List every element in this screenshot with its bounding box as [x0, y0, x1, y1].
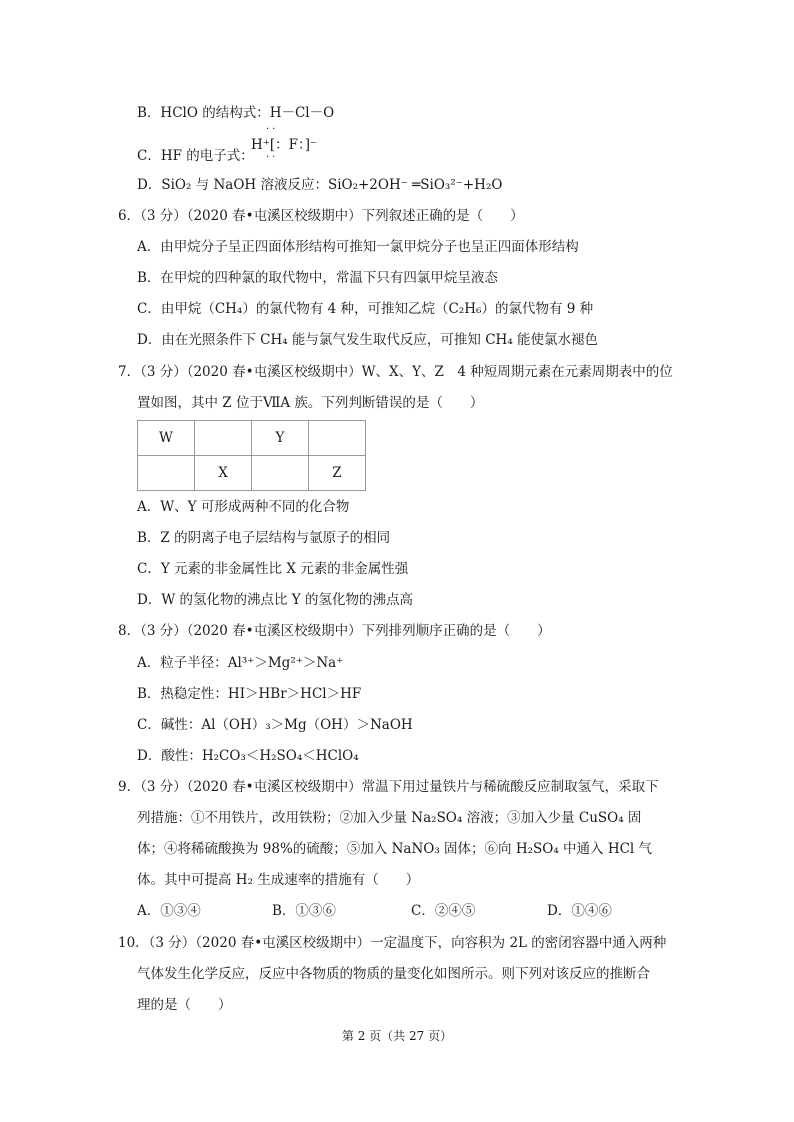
table-cell — [195, 421, 252, 456]
q8-option-a: A．粒子半径：Al³⁺＞Mg²⁺＞Na⁺ — [137, 655, 344, 671]
lewis-dots-top: ·· — [266, 124, 279, 135]
table-cell — [138, 456, 195, 491]
q9-stem-line4: 体。其中可提高 H₂ 生成速率的措施有（ ） — [137, 872, 420, 888]
q9-stem-line3: 体；④将稀硫酸换为 98%的硫酸；⑤加入 NaNO₃ 固体；⑥向 H₂SO₄ 中通入 HCl 气 — [137, 841, 653, 857]
table-row — [138, 421, 366, 456]
q6-option-c: C．由甲烷（CH₄）的氯代物有 4 种，可推知乙烷（C₂H₆）的氯代物有 9 种 — [137, 301, 594, 317]
q9-option-a: A．①③④ — [137, 903, 201, 919]
q6-option-b: B．在甲烷的四种氯的取代物中，常温下只有四氯甲烷呈液态 — [137, 270, 498, 286]
q5-option-b: B．HClO 的结构式：H－Cl－O — [137, 105, 335, 121]
q5-option-d: D．SiO₂ 与 NaOH 溶液反应：SiO₂+2OH⁻ ═SiO₃²⁻+H₂O — [137, 177, 503, 193]
q10-stem-line1: 10．（3 分）（2020 春•屯溪区校级期中）一定温度下，向容积为 2L 的密闭容器中通入两种 — [118, 935, 667, 951]
periodic-table-fragment — [137, 420, 366, 491]
q7-option-c: C．Y 元素的非金属性比 X 元素的非金属性强 — [137, 561, 409, 577]
table-cell: Y — [252, 421, 309, 456]
q6-stem: 6．（3 分）（2020 春•屯溪区校级期中）下列叙述正确的是（ ） — [118, 208, 524, 224]
q7-stem-line1: 7．（3 分）（2020 春•屯溪区校级期中）W、X、Y、Z 4 种短周期元素在元素周期表中的位 — [118, 364, 673, 380]
q7-stem-line2: 置如图，其中 Z 位于ⅦA 族。下列判断错误的是（ ） — [137, 395, 484, 411]
table-cell: W — [138, 421, 195, 456]
q8-option-c: C．碱性：Al（OH）₃＞Mg（OH）＞NaOH — [137, 717, 413, 733]
q5-option-c — [137, 147, 254, 165]
lewis-dots-bottom: ·· — [266, 152, 279, 163]
q8-option-b: B．热稳定性：HI＞HBr＞HCl＞HF — [137, 686, 362, 702]
q6-option-d: D．由在光照条件下 CH₄ 能与氯气发生取代反应，可推知 CH₄ 能使氯水褪色 — [137, 332, 599, 348]
table-cell — [309, 421, 366, 456]
q10-stem-line2: 气体发生化学反应，反应中各物质的物质的量变化如图所示。则下列对该反应的推断合 — [137, 966, 650, 982]
q9-option-b: B．①③⑥ — [272, 903, 336, 919]
table-cell: X — [195, 456, 252, 491]
table-cell: Z — [309, 456, 366, 491]
q7-option-d: D．W 的氢化物的沸点比 Y 的氢化物的沸点高 — [137, 592, 413, 608]
table-cell — [252, 456, 309, 491]
q9-stem-line1: 9．（3 分）（2020 春•屯溪区校级期中）常温下用过量铁片与稀硫酸反应制取氢气，采取下 — [118, 779, 659, 795]
q7-option-b: B．Z 的阴离子电子层结构与氩原子的相同 — [137, 530, 391, 546]
q5-hf-electron-formula: H⁺[：F：]⁻ — [251, 137, 318, 153]
q8-stem: 8．（3 分）（2020 春•屯溪区校级期中）下列排列顺序正确的是（ ） — [118, 623, 551, 639]
q8-option-d: D．酸性：H₂CO₃＜H₂SO₄＜HClO₄ — [137, 748, 359, 764]
q5-option-c-label: C．HF 的电子式： — [137, 148, 254, 164]
q6-option-a: A．由甲烷分子呈正四面体形结构可推知一氯甲烷分子也呈正四面体形结构 — [137, 239, 579, 255]
q7-option-a: A．W、Y 可形成两种不同的化合物 — [137, 499, 350, 515]
page-footer: 第 2 页（共 27 页） — [341, 1029, 453, 1043]
q9-option-d: D．①④⑥ — [547, 903, 612, 919]
q9-option-c: C．②④⑤ — [411, 903, 476, 919]
q10-stem-line3: 理的是（ ） — [137, 997, 232, 1013]
table-row — [138, 456, 366, 491]
q9-stem-line2: 列措施：①不用铁片，改用铁粉；②加入少量 Na₂SO₄ 溶液；③加入少量 CuSO₄ 固 — [137, 810, 642, 826]
